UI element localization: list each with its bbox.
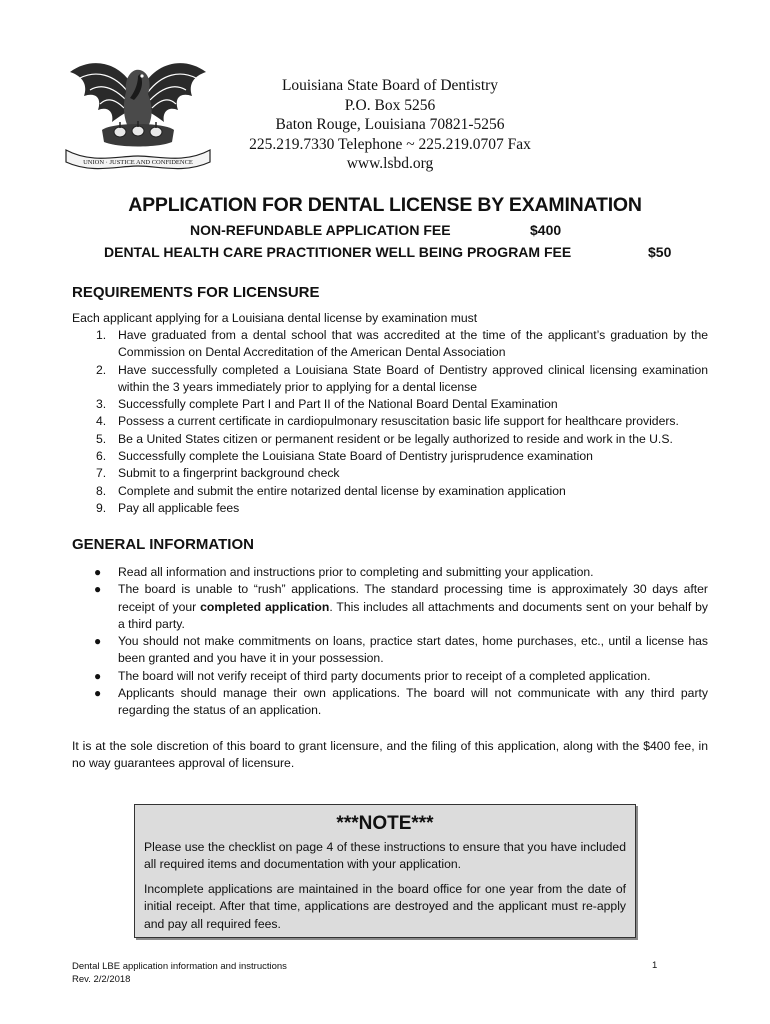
phone-fax: 225.219.7330 Telephone ~ 225.219.0707 Fax xyxy=(249,135,531,153)
footer-doc-name: Dental LBE application information and instructions xyxy=(72,961,287,972)
page-number: 1 xyxy=(652,960,658,971)
document-title: APPLICATION FOR DENTAL LICENSE BY EXAMINATION xyxy=(128,194,642,216)
requirements-list xyxy=(72,327,708,517)
bullet-icon: ● xyxy=(94,634,102,649)
list-item: ● You should not make commitments on loans, practice start dates, home purchases, etc., until a license has been granted and you have it in your possession. xyxy=(94,634,708,666)
application-fee-label: NON-REFUNDABLE APPLICATION FEE xyxy=(190,222,451,238)
discretion-paragraph: It is at the sole discretion of this board to grant licensure, and the filing of this application, along with the $400 fee, in no way guarantees approval of licensure. xyxy=(72,739,708,771)
general-info-list xyxy=(72,564,708,720)
application-fee-amount: $400 xyxy=(530,222,562,238)
list-item: 5. Be a United States citizen or permanent resident or be legally authorized to reside and work in the U.S. xyxy=(96,431,673,446)
general-info-heading: GENERAL INFORMATION xyxy=(72,536,254,553)
list-item: ● Read all information and instructions prior to completing and submitting your application. xyxy=(72,564,708,581)
note-incomplete-text: Incomplete applications are maintained in the board office for one year from the date of initial receipt. After that time, applications are destroyed and the applicant must re-apply and pay all required fees. xyxy=(144,882,626,931)
note-box xyxy=(134,804,636,938)
seal-motto: UNION · JUSTICE AND CONFIDENCE xyxy=(83,159,193,166)
city-address: Baton Rouge, Louisiana 70821-5256 xyxy=(275,116,505,133)
note-checklist-text: Please use the checklist on page 4 of these instructions to ensure that you have included all required items and documentation with your application. xyxy=(144,840,626,872)
list-item: 3. Successfully complete Part I and Part II of the National Board Dental Examination xyxy=(96,397,558,412)
requirements-heading: REQUIREMENTS FOR LICENSURE xyxy=(72,284,320,301)
bullet-icon: ● xyxy=(94,565,102,579)
bullet-icon: ● xyxy=(94,582,102,597)
letterhead xyxy=(200,76,580,174)
po-box: P.O. Box 5256 xyxy=(344,96,436,114)
list-item: 9. Pay all applicable fees xyxy=(96,500,240,515)
pelican-seal-logo xyxy=(62,52,214,176)
list-item: ● The board is unable to “rush” applications. The standard processing time is approximately 30 days after receipt of your completed application. This includes all attachments and documents sent on your behalf by a third party. xyxy=(94,582,708,631)
footer xyxy=(72,960,287,986)
website-link[interactable]: www.lsbd.org xyxy=(346,155,434,172)
wellbeing-fee-label: DENTAL HEALTH CARE PRACTITIONER WELL BEING PROGRAM FEE xyxy=(104,244,572,260)
list-item: ● Applicants should manage their own applications. The board will not communicate with any third party regarding the status of an application. xyxy=(94,686,708,718)
bullet-icon: ● xyxy=(94,686,102,701)
completed-application-emphasis: completed application xyxy=(200,599,330,614)
list-item: 7. Submit to a fingerprint background check xyxy=(96,466,340,481)
list-item: 2. Have successfully completed a Louisiana State Board of Dentistry approved clinical licensing examination within the 3 years immediately prior to applying for a dental license xyxy=(96,362,708,394)
wellbeing-fee-amount: $50 xyxy=(648,244,672,260)
org-name: Louisiana State Board of Dentistry xyxy=(281,77,499,94)
footer-revision: Rev. 2/2/2018 xyxy=(72,974,131,985)
requirements-intro: Each applicant applying for a Louisiana dental license by examination must xyxy=(72,311,478,325)
list-item: 4. Possess a current certificate in cardiopulmonary resuscitation basic life support for healthcare providers. xyxy=(96,414,679,429)
list-item: 1. Have graduated from a dental school that was accredited at the time of the applicant’s graduation by the Commission on Dental Accreditation of the American Dental Association xyxy=(96,328,708,360)
bullet-icon: ● xyxy=(94,668,102,683)
list-item: 8. Complete and submit the entire notarized dental license by examination application xyxy=(96,483,566,498)
note-title: ***NOTE*** xyxy=(336,813,434,834)
list-item: ● The board will not verify receipt of third party documents prior to receipt of a completed application. xyxy=(72,668,708,685)
list-item: 6. Successfully complete the Louisiana State Board of Dentistry jurisprudence examination xyxy=(96,449,593,464)
